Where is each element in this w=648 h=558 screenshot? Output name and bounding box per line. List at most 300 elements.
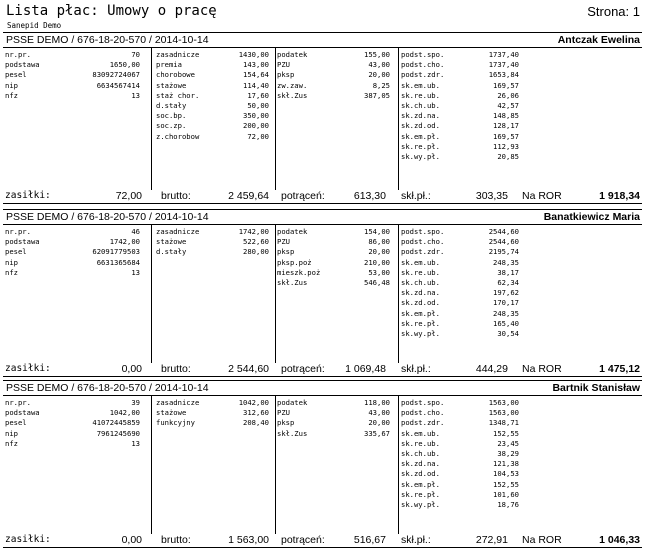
field-label: nr.pr.	[5, 50, 31, 59]
field-label: zasadnicze	[156, 50, 200, 59]
field-value: 148,85	[493, 111, 519, 121]
field-label: sk.re.ub.	[401, 90, 440, 100]
column-c4	[401, 50, 519, 162]
field-value: 1650,00	[109, 60, 140, 70]
sklpl-value: 272,91	[475, 534, 508, 546]
field-label: sk.re.ub.	[401, 267, 440, 277]
field-value: 169,57	[493, 131, 519, 141]
field-row	[401, 132, 519, 142]
field-row	[401, 319, 519, 329]
field-value: 387,05	[364, 90, 390, 100]
field-value: 17,60	[247, 90, 269, 100]
field-value: 2544,60	[488, 227, 519, 236]
field-value: 41072445859	[92, 418, 140, 428]
field-row	[401, 429, 519, 439]
field-row	[401, 111, 519, 121]
field-row	[401, 142, 519, 152]
field-row	[401, 152, 519, 162]
field-label: pesel	[5, 247, 27, 257]
field-value: 200,00	[243, 121, 269, 131]
field-row	[277, 91, 390, 101]
field-label: pksp	[277, 418, 295, 428]
ror-value: 1 475,12	[599, 363, 640, 375]
field-row	[5, 268, 140, 278]
field-row	[401, 490, 519, 500]
column-divider	[275, 395, 276, 534]
field-row	[156, 398, 269, 408]
column-c3	[277, 227, 390, 288]
field-value: 13	[131, 267, 140, 277]
field-row	[401, 50, 519, 60]
field-label: soc.zp.	[156, 121, 187, 131]
zasilki-value: 0,00	[121, 534, 142, 546]
field-value: 165,40	[493, 318, 519, 328]
field-value: 18,76	[497, 499, 519, 509]
field-row	[5, 50, 140, 60]
employee-block	[3, 380, 642, 548]
field-row	[5, 91, 140, 101]
field-row	[5, 70, 140, 80]
field-label: sk.zd.na.	[401, 459, 440, 469]
ror-value: 1 046,33	[599, 534, 640, 546]
column-divider	[275, 47, 276, 190]
field-label: pesel	[5, 70, 27, 80]
column-divider	[398, 224, 399, 363]
field-value: 335,67	[364, 428, 390, 438]
field-label: zasadnicze	[156, 398, 200, 407]
field-row	[401, 329, 519, 339]
field-row	[401, 247, 519, 257]
field-label: pesel	[5, 418, 27, 428]
field-row	[401, 258, 519, 268]
column-c1	[5, 398, 140, 449]
sklpl-value: 444,29	[475, 363, 508, 375]
field-value: 43,00	[368, 60, 390, 70]
field-row	[401, 60, 519, 70]
field-row	[277, 247, 390, 257]
field-row	[156, 81, 269, 91]
field-value: 72,00	[247, 131, 269, 141]
field-label: podst.zdr.	[401, 247, 445, 257]
zasilki-label: zasiłki:	[5, 363, 51, 374]
employee-name: Banatkiewicz Maria	[543, 211, 640, 223]
field-label: skł.Zus	[277, 428, 308, 438]
field-value: 350,00	[243, 111, 269, 121]
field-row	[5, 429, 140, 439]
field-row	[401, 459, 519, 469]
employee-header	[3, 380, 642, 396]
field-label: sk.re.ub.	[401, 438, 440, 448]
field-label: sk.zd.od.	[401, 298, 440, 308]
zasilki-value: 72,00	[115, 190, 142, 202]
field-row	[277, 60, 390, 70]
field-label: sk.wy.pł.	[401, 328, 440, 338]
column-divider	[398, 395, 399, 534]
field-row	[156, 418, 269, 428]
field-row	[401, 469, 519, 479]
field-label: sk.ch.ub.	[401, 448, 440, 458]
field-value: 26,06	[497, 90, 519, 100]
field-row	[156, 60, 269, 70]
field-label: podst.spo.	[401, 227, 445, 236]
field-label: stażowe	[156, 80, 187, 90]
field-row	[277, 429, 390, 439]
field-row	[401, 101, 519, 111]
field-label: PZU	[277, 237, 290, 247]
employee-block	[3, 209, 642, 377]
field-value: 248,35	[493, 257, 519, 267]
field-row	[401, 278, 519, 288]
column-divider	[151, 395, 152, 534]
field-label: pksp.poż	[277, 257, 312, 267]
field-value: 30,54	[497, 328, 519, 338]
field-value: 154,64	[243, 70, 269, 80]
employee-info: PSSE DEMO / 676-18-20-570 / 2014-10-14	[6, 34, 209, 46]
page-number: Strona: 1	[587, 4, 640, 19]
field-row	[156, 101, 269, 111]
field-row	[401, 268, 519, 278]
field-value: 13	[131, 438, 140, 448]
field-value: 6631365684	[96, 257, 140, 267]
field-label: d.stały	[156, 247, 187, 257]
field-value: 112,93	[493, 141, 519, 151]
field-label: soc.bp.	[156, 111, 187, 121]
field-value: 155,00	[364, 50, 390, 59]
field-label: skł.Zus	[277, 277, 308, 287]
field-label: stażowe	[156, 237, 187, 247]
brutto-value: 2 459,64	[228, 190, 269, 202]
field-row	[156, 111, 269, 121]
field-value: 280,00	[243, 247, 269, 257]
field-label: sk.re.pł.	[401, 489, 440, 499]
field-value: 39	[131, 398, 140, 407]
field-label: nr.pr.	[5, 227, 31, 236]
field-value: 118,00	[364, 398, 390, 407]
employee-name: Antczak Ewelina	[557, 34, 640, 46]
column-c4	[401, 398, 519, 510]
sklpl-label: skł.pł.:	[401, 190, 431, 202]
field-label: podst.cho.	[401, 408, 445, 418]
column-divider	[275, 224, 276, 363]
field-label: sk.em.pł.	[401, 308, 440, 318]
field-value: 20,85	[497, 151, 519, 161]
field-label: PZU	[277, 60, 290, 70]
field-row	[5, 227, 140, 237]
zasilki-label: zasiłki:	[5, 190, 51, 201]
field-row	[401, 237, 519, 247]
sklpl-label: skł.pł.:	[401, 534, 431, 546]
field-row	[5, 408, 140, 418]
field-row	[277, 227, 390, 237]
field-row	[5, 81, 140, 91]
field-row	[277, 237, 390, 247]
employee-summary	[3, 534, 642, 548]
field-value: 208,40	[243, 418, 269, 428]
field-row	[156, 50, 269, 60]
ror-label: Na ROR	[522, 363, 562, 375]
field-row	[5, 398, 140, 408]
potracen-value: 613,30	[353, 190, 386, 202]
field-value: 1737,40	[488, 60, 519, 70]
field-label: nip	[5, 257, 18, 267]
field-label: podst.spo.	[401, 50, 445, 59]
employee-block	[3, 32, 642, 204]
column-c2	[156, 398, 269, 429]
employee-info: PSSE DEMO / 676-18-20-570 / 2014-10-14	[6, 382, 209, 394]
field-label: funkcyjny	[156, 418, 195, 428]
zasilki-value: 0,00	[121, 363, 142, 375]
field-value: 169,57	[493, 80, 519, 90]
field-label: sk.ch.ub.	[401, 100, 440, 110]
column-c4	[401, 227, 519, 339]
field-row	[277, 258, 390, 268]
field-row	[401, 227, 519, 237]
field-value: 46	[131, 227, 140, 236]
field-row	[277, 408, 390, 418]
field-value: 62,34	[497, 277, 519, 287]
brutto-label: brutto:	[161, 534, 191, 546]
field-label: PZU	[277, 408, 290, 418]
field-label: sk.re.pł.	[401, 141, 440, 151]
column-c2	[156, 227, 269, 258]
ror-label: Na ROR	[522, 190, 562, 202]
field-label: pksp	[277, 247, 295, 257]
company-name: Sanepid Demo	[7, 21, 62, 30]
field-label: skł.Zus	[277, 90, 308, 100]
field-value: 1563,00	[488, 408, 519, 418]
field-row	[401, 449, 519, 459]
field-value: 170,17	[493, 298, 519, 308]
field-label: podatek	[277, 50, 308, 59]
field-label: stażowe	[156, 408, 187, 418]
field-label: podst.spo.	[401, 398, 445, 407]
field-label: sk.ch.ub.	[401, 277, 440, 287]
field-label: sk.zd.od.	[401, 121, 440, 131]
sklpl-value: 303,35	[475, 190, 508, 202]
field-value: 7961245690	[96, 428, 140, 438]
field-label: podst.zdr.	[401, 70, 445, 80]
field-label: sk.em.ub.	[401, 80, 440, 90]
field-label: sk.zd.na.	[401, 111, 440, 121]
employee-summary	[3, 190, 642, 204]
field-row	[156, 121, 269, 131]
zasilki-label: zasiłki:	[5, 534, 51, 545]
field-row	[5, 439, 140, 449]
field-row	[156, 132, 269, 142]
field-value: 42,57	[497, 100, 519, 110]
field-row	[401, 408, 519, 418]
field-label: podst.cho.	[401, 237, 445, 247]
field-row	[401, 288, 519, 298]
field-row	[5, 237, 140, 247]
field-label: d.stały	[156, 100, 187, 110]
field-row	[156, 408, 269, 418]
field-label: podst.cho.	[401, 60, 445, 70]
field-label: sk.zd.na.	[401, 288, 440, 298]
employee-header	[3, 32, 642, 48]
field-label: nfz	[5, 267, 18, 277]
field-label: sk.wy.pł.	[401, 151, 440, 161]
field-label: chorobowe	[156, 70, 195, 80]
field-row	[401, 298, 519, 308]
field-label: z.chorobow	[156, 131, 200, 141]
field-label: mieszk.poż	[277, 267, 321, 277]
field-label: nip	[5, 428, 18, 438]
column-divider	[151, 224, 152, 363]
employee-summary	[3, 363, 642, 377]
field-value: 38,29	[497, 448, 519, 458]
field-value: 154,00	[364, 227, 390, 236]
field-label: podatek	[277, 398, 308, 407]
field-row	[156, 237, 269, 247]
field-value: 128,17	[493, 121, 519, 131]
field-row	[156, 70, 269, 80]
field-row	[401, 70, 519, 80]
field-label: podstawa	[5, 408, 40, 418]
field-value: 20,00	[368, 418, 390, 428]
field-value: 1737,40	[488, 50, 519, 59]
field-value: 43,00	[368, 408, 390, 418]
field-value: 6634567414	[96, 80, 140, 90]
potracen-label: potrąceń:	[281, 534, 325, 546]
field-label: nip	[5, 80, 18, 90]
field-row	[5, 60, 140, 70]
field-label: premia	[156, 60, 182, 70]
field-label: podst.zdr.	[401, 418, 445, 428]
field-row	[401, 81, 519, 91]
field-row	[277, 81, 390, 91]
ror-value: 1 918,34	[599, 190, 640, 202]
field-value: 1563,00	[488, 398, 519, 407]
column-c2	[156, 50, 269, 142]
field-row	[401, 91, 519, 101]
employee-name: Bartnik Stanisław	[552, 382, 640, 394]
field-label: zasadnicze	[156, 227, 200, 236]
field-row	[401, 398, 519, 408]
field-value: 210,00	[364, 257, 390, 267]
field-label: sk.em.ub.	[401, 257, 440, 267]
field-label: sk.zd.od.	[401, 469, 440, 479]
field-row	[156, 227, 269, 237]
column-c3	[277, 50, 390, 101]
field-row	[277, 418, 390, 428]
field-value: 143,00	[243, 60, 269, 70]
potracen-value: 516,67	[353, 534, 386, 546]
field-row	[277, 50, 390, 60]
column-divider	[151, 47, 152, 190]
field-value: 152,55	[493, 479, 519, 489]
field-row	[156, 91, 269, 101]
field-value: 20,00	[368, 70, 390, 80]
field-value: 62091779503	[92, 247, 140, 257]
field-value: 86,00	[368, 237, 390, 247]
field-label: nfz	[5, 438, 18, 448]
field-value: 38,17	[497, 267, 519, 277]
field-value: 104,53	[493, 469, 519, 479]
field-value: 101,60	[493, 489, 519, 499]
brutto-value: 2 544,60	[228, 363, 269, 375]
field-value: 1742,00	[238, 227, 269, 236]
field-value: 23,45	[497, 438, 519, 448]
column-c1	[5, 50, 140, 101]
ror-label: Na ROR	[522, 534, 562, 546]
field-value: 1348,71	[488, 418, 519, 428]
field-label: sk.wy.pł.	[401, 499, 440, 509]
column-c1	[5, 227, 140, 278]
brutto-value: 1 563,00	[228, 534, 269, 546]
field-label: sk.re.pł.	[401, 318, 440, 328]
field-row	[401, 439, 519, 449]
field-row	[5, 247, 140, 257]
field-value: 248,35	[493, 308, 519, 318]
field-label: podstawa	[5, 60, 40, 70]
field-label: sk.em.pł.	[401, 131, 440, 141]
field-value: 1042,00	[238, 398, 269, 407]
sklpl-label: skł.pł.:	[401, 363, 431, 375]
field-value: 2544,60	[488, 237, 519, 247]
column-divider	[398, 47, 399, 190]
field-value: 152,55	[493, 428, 519, 438]
field-value: 20,00	[368, 247, 390, 257]
field-label: staż chor.	[156, 90, 200, 100]
field-row	[5, 418, 140, 428]
field-value: 114,40	[243, 80, 269, 90]
field-value: 13	[131, 90, 140, 100]
potracen-value: 1 069,48	[345, 363, 386, 375]
report-title: Lista płac: Umowy o pracę	[6, 3, 217, 19]
field-value: 522,60	[243, 237, 269, 247]
brutto-label: brutto:	[161, 363, 191, 375]
potracen-label: potrąceń:	[281, 363, 325, 375]
field-label: podatek	[277, 227, 308, 236]
field-value: 83092724067	[92, 70, 140, 80]
field-row	[277, 398, 390, 408]
column-c3	[277, 398, 390, 439]
field-row	[156, 247, 269, 257]
field-value: 53,00	[368, 267, 390, 277]
field-row	[401, 480, 519, 490]
field-value: 1653,84	[488, 70, 519, 80]
field-value: 197,62	[493, 288, 519, 298]
field-value: 1742,00	[109, 237, 140, 247]
field-value: 50,00	[247, 100, 269, 110]
field-row	[401, 418, 519, 428]
field-value: 70	[131, 50, 140, 59]
field-value: 8,25	[372, 80, 390, 90]
employee-header	[3, 209, 642, 225]
potracen-label: potrąceń:	[281, 190, 325, 202]
field-row	[277, 70, 390, 80]
field-value: 1042,00	[109, 408, 140, 418]
field-label: nfz	[5, 90, 18, 100]
field-row	[401, 500, 519, 510]
field-row	[277, 278, 390, 288]
field-label: sk.em.ub.	[401, 428, 440, 438]
field-label: pksp	[277, 70, 295, 80]
field-label: sk.em.pł.	[401, 479, 440, 489]
field-value: 2195,74	[488, 247, 519, 257]
field-row	[277, 268, 390, 278]
field-label: podstawa	[5, 237, 40, 247]
field-row	[5, 258, 140, 268]
employee-info: PSSE DEMO / 676-18-20-570 / 2014-10-14	[6, 211, 209, 223]
field-value: 546,48	[364, 277, 390, 287]
field-label: nr.pr.	[5, 398, 31, 407]
brutto-label: brutto:	[161, 190, 191, 202]
field-row	[401, 309, 519, 319]
field-value: 1430,00	[238, 50, 269, 59]
field-value: 312,60	[243, 408, 269, 418]
